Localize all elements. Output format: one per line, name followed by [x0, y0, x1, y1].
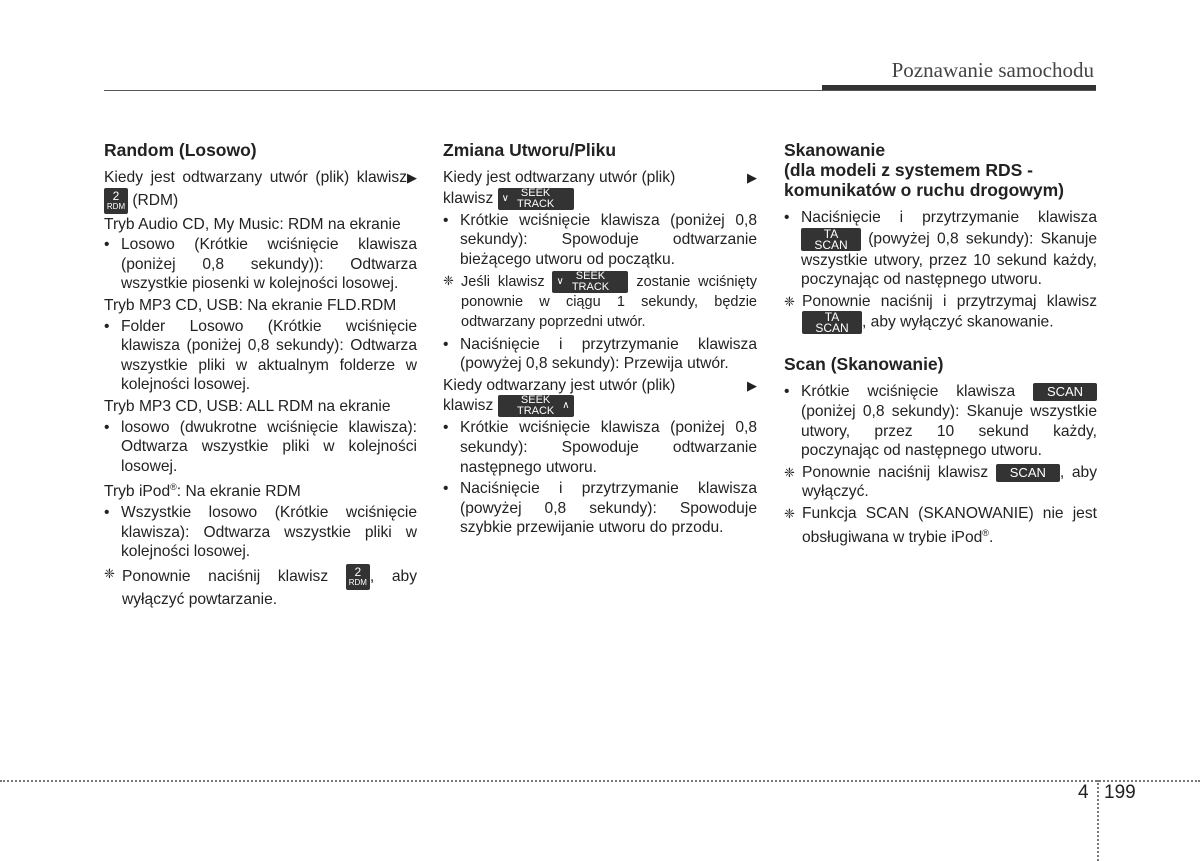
list-item: • Naciśnięcie i przytrzymanie klawisza (powyżej 0,8 sekundy): Spowoduje szybkie przewijanie utworu do przodu. — [443, 480, 757, 537]
rdm-key-icon: 2 RDM — [104, 188, 128, 214]
list-item: • Wszystkie losowo (Krótkie wciśnięcie klawisza): Odtwarza wszystkie pliki w kolejności losowej. — [104, 504, 417, 561]
paragraph-intro: ▶ Kiedy odtwarzany jest utwór (plik) klawisz ∧ SEEK TRACK — [443, 376, 757, 418]
bullet-icon: • — [104, 418, 110, 436]
bullet-icon: • — [104, 504, 110, 522]
rdm-key-icon: 2 RDM — [346, 564, 370, 590]
column-track-change — [443, 140, 757, 540]
page-number: 199 — [1104, 782, 1136, 803]
note-item: ❈ Ponownie naciśnij i przytrzymaj klawisz TA SCAN , aby wyłączyć skanowanie. — [784, 292, 1097, 336]
bullet-icon: • — [443, 480, 449, 498]
list-item: • Krótkie wciśnięcie klawisza (poniżej 0,8 sekundy): Spowoduje odtwarzanie bieżącego utworu od początku. — [443, 211, 757, 268]
bullet-icon: • — [443, 211, 449, 229]
note-icon: ❈ — [784, 293, 795, 309]
note-icon: ❈ — [104, 565, 115, 581]
list-item: • Folder Losowo (Krótkie wciśnięcie klawisza (poniżej 0,8 sekundy): Odtwarza wszystkie pliki w aktualnym folderze w kolejności losowej. — [104, 317, 417, 394]
section-title-scanning: Skanowanie (dla modeli z systemem RDS - komunikatów o ruchu drogowym) — [784, 140, 1065, 200]
scan-key-icon: SCAN — [996, 464, 1060, 482]
bullet-icon: • — [443, 335, 449, 353]
page-header-title: Poznawanie samochodu — [891, 58, 1094, 82]
list-item: • Krótkie wciśnięcie klawisza SCAN (poniżej 0,8 sekundy): Skanuje wszystkie utwory, przez 10 sekund każdy, poczynając od następnego utworu. — [784, 383, 1097, 460]
paragraph-intro: ▶ Kiedy jest odtwarzany utwór (plik) klawisz ∨ SEEK TRACK — [443, 169, 757, 210]
bullet-icon: • — [784, 383, 790, 401]
arrow-icon: ▶ — [747, 170, 757, 185]
arrow-icon: ▶ — [407, 170, 417, 185]
scan-key-icon: SCAN — [1033, 383, 1097, 401]
ta-scan-key-icon: TA SCAN — [802, 311, 862, 334]
bullet-icon: • — [104, 317, 110, 335]
column-scan — [784, 140, 1097, 549]
list-item: • Naciśnięcie i przytrzymanie klawisza TA SCAN (powyżej 0,8 sekundy): Skanuje wszystkie utwory, przez 10 sekund każdy, poczynając od następnego utworu. — [784, 209, 1097, 289]
seek-down-key-icon: ∨ SEEK TRACK — [498, 188, 574, 210]
seek-up-key-icon: ∧ SEEK TRACK — [498, 395, 574, 417]
note-item: ❈ Ponownie naciśnij klawisz SCAN , aby wyłączyć. — [784, 463, 1097, 501]
section-title-random: Random (Losowo) — [104, 140, 257, 160]
paragraph-mode: Tryb iPod®: Na ekranie RDM — [104, 482, 301, 501]
list-item: • Losowo (Krótkie wciśnięcie klawisza (poniżej 0,8 sekundy)): Odtwarza wszystkie piosenki w kolejności losowej. — [104, 236, 417, 293]
note-icon: ❈ — [443, 273, 454, 289]
paragraph-mode: Tryb Audio CD, My Music: RDM na ekranie — [104, 215, 401, 233]
column-random — [104, 140, 417, 611]
section-title-scan: Scan (Skanowanie) — [784, 354, 944, 375]
section-title-track: Zmiana Utworu/Pliku — [443, 140, 617, 160]
list-item: • losowo (dwukrotne wciśnięcie klawisza): Odtwarza wszystkie pliki w kolejności losowej. — [104, 418, 417, 475]
note-icon: ❈ — [784, 464, 795, 480]
arrow-icon: ▶ — [747, 377, 757, 393]
note-icon: ❈ — [784, 505, 795, 521]
bullet-icon: • — [443, 419, 449, 437]
header-rule — [104, 90, 1096, 91]
footer-rule — [0, 780, 1200, 782]
note-item: ❈ Funkcja SCAN (SKANOWANIE) nie jest obsługiwana w trybie iPod®. — [784, 504, 1097, 546]
paragraph-mode: Tryb MP3 CD, USB: Na ekranie FLD.RDM — [104, 296, 397, 314]
list-item: • Naciśnięcie i przytrzymanie klawisza (powyżej 0,8 sekundy): Przewija utwór. — [443, 335, 757, 373]
note-item: ❈ Ponownie naciśnij klawisz 2 RDM , aby wyłączyć powtarzanie. — [104, 564, 417, 608]
list-item: • Krótkie wciśnięcie klawisza (poniżej 0,8 sekundy): Spowoduje odtwarzanie następnego utworu. — [443, 419, 757, 476]
bullet-icon: • — [104, 236, 110, 254]
footer-divider — [1097, 780, 1099, 861]
paragraph-mode: Tryb MP3 CD, USB: ALL RDM na ekranie — [104, 397, 391, 415]
seek-down-key-icon: ∨ SEEK TRACK — [552, 271, 628, 293]
paragraph-intro: ▶ Kiedy jest odtwarzany utwór (plik) klawisz 2 RDM (RDM) — [104, 168, 417, 214]
ta-scan-key-icon: TA SCAN — [801, 228, 861, 251]
chapter-number: 4 — [1078, 782, 1089, 803]
bullet-icon: • — [784, 209, 790, 226]
note-item: ❈ Jeśli klawisz ∨ SEEK TRACK zostanie wciśnięty ponownie w ciągu 1 sekundy, będzie odtwarzany poprzedni utwór. — [443, 271, 757, 332]
